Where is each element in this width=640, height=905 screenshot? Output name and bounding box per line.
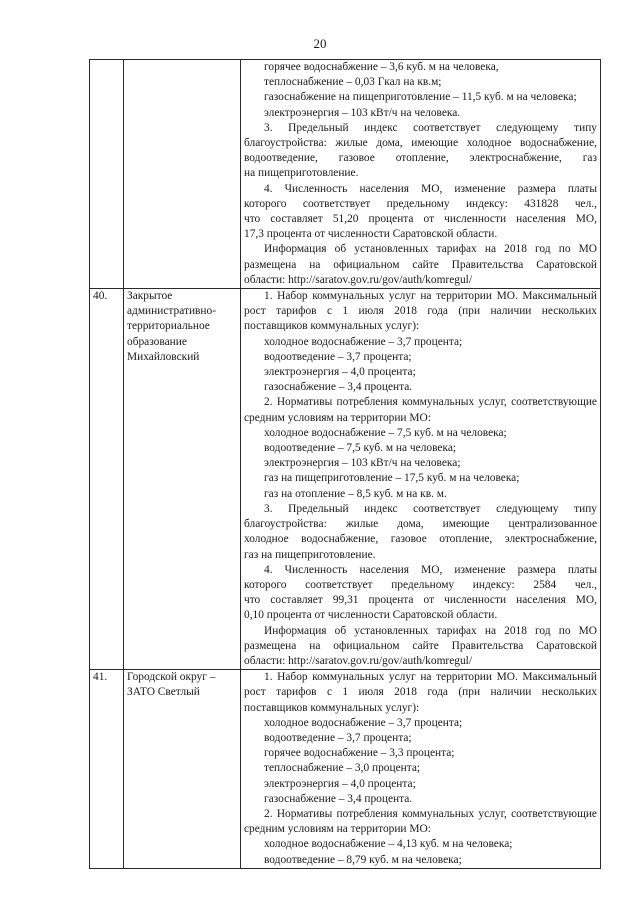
- description-line: газоснабжение на пищеприготовление – 11,5 куб. м на человека;: [264, 91, 577, 104]
- municipality-name-line: административно-: [127, 305, 217, 318]
- description-line: 1. Набор коммунальных услуг на территории МО. Максимальный: [264, 290, 597, 303]
- description-line: на пищеприготовление.: [244, 167, 359, 180]
- description-line: газ на пищеприготовление.: [244, 548, 376, 561]
- description-line: благоустройства: жилые дома, имеющие холодное водоснабжение,: [244, 137, 597, 150]
- municipality-name-line: территориальное: [127, 320, 210, 333]
- description-line: 4. Численность населения МО, изменение размера платы: [264, 563, 597, 576]
- description-line: 2. Нормативы потребления коммунальных услуг, соответствующие: [264, 396, 597, 409]
- description-line: 3. Предельный индекс соответствует следующему типу: [264, 121, 597, 134]
- description-line: 2. Нормативы потребления коммунальных услуг, соответствующие: [264, 807, 597, 820]
- description-line: которого соответствует предельному индексу: 431828 чел.,: [244, 197, 597, 210]
- description-line: 4. Численность населения МО, изменение размера платы: [264, 182, 597, 195]
- description-line: холодное водоснабжение, газовое отопление, электроснабжение,: [244, 533, 597, 546]
- municipality-name: [124, 289, 241, 670]
- description-line: водоотведение, газовое отопление, электроснабжение, газ: [244, 152, 597, 165]
- description-line: которого соответствует предельному индексу: 2584 чел.,: [244, 578, 597, 591]
- municipality-name-line: образование: [127, 335, 187, 348]
- description-line: размещена на официальном сайте Правительства Саратовской: [244, 258, 597, 271]
- table-row: [90, 60, 601, 289]
- description-line: области: http://saratov.gov.ru/gov/auth/komregul/: [244, 654, 472, 667]
- description-line: 3. Предельный индекс соответствует следующему типу: [264, 502, 597, 515]
- municipality-name-line: ЗАТО Светлый: [127, 686, 200, 699]
- row-number: 41.: [90, 670, 124, 869]
- description-line: 17,3 процента от численности Саратовской области.: [244, 228, 498, 241]
- description-line: что составляет 51,20 процента от численности населения МО,: [244, 213, 597, 226]
- municipality-name: [124, 60, 241, 289]
- description-line: горячее водоснабжение – 3,3 процента;: [264, 747, 455, 760]
- description-line: горячее водоснабжение – 3,6 куб. м на человека,: [264, 61, 499, 73]
- description-line: поставщиков коммунальных услуг):: [244, 320, 420, 333]
- description-line: теплоснабжение – 0,03 Гкал на кв.м;: [264, 76, 442, 89]
- tariff-table: [89, 59, 601, 869]
- description-line: электроэнергия – 103 кВт/ч на человека;: [264, 457, 461, 470]
- description-line: газоснабжение – 3,4 процента.: [264, 381, 413, 394]
- row-number: [90, 60, 124, 289]
- description-line: газ на пищеприготовление – 17,5 куб. м на человека;: [264, 472, 520, 485]
- table-row: [90, 289, 601, 670]
- description-line: холодное водоснабжение – 7,5 куб. м на человека;: [264, 426, 507, 439]
- description-line: холодное водоснабжение – 4,13 куб. м на человека;: [264, 838, 513, 851]
- table-body: [90, 60, 601, 869]
- municipality-name-line: Михайловский: [127, 350, 200, 363]
- description-line: водоотведение – 3,7 процента;: [264, 731, 412, 744]
- description-line: водоотведение – 8,79 куб. м на человека;: [264, 853, 462, 866]
- municipality-name: [124, 670, 241, 869]
- description-line: области: http://saratov.gov.ru/gov/auth/komregul/: [244, 273, 472, 286]
- description-line: электроэнергия – 4,0 процента;: [264, 366, 416, 379]
- description-line: благоустройства: жилые дома, имеющие централизованное: [244, 518, 597, 531]
- description-line: газоснабжение – 3,4 процента.: [264, 792, 413, 805]
- municipality-name-line: Городской округ –: [127, 671, 216, 684]
- description-line: 1. Набор коммунальных услуг на территории МО. Максимальный: [264, 671, 597, 684]
- description-line: газ на отопление – 8,5 куб. м на кв. м.: [264, 487, 447, 500]
- description-line: теплоснабжение – 3,0 процента;: [264, 762, 421, 775]
- description-line: рост тарифов с 1 июля 2018 года (при наличии нескольких: [244, 686, 597, 699]
- description-line: водоотведение – 3,7 процента;: [264, 350, 412, 363]
- municipality-name-line: Закрытое: [127, 290, 173, 303]
- description-line: средним условиям на территории МО:: [244, 823, 431, 836]
- tariff-description: [241, 289, 601, 670]
- description-line: электроэнергия – 103 кВт/ч на человека.: [264, 106, 461, 119]
- description-line: рост тарифов с 1 июля 2018 года (при наличии нескольких: [244, 305, 597, 318]
- description-line: электроэнергия – 4,0 процента;: [264, 777, 416, 790]
- row-number: 40.: [90, 289, 124, 670]
- description-line: средним условиям на территории МО:: [244, 411, 431, 424]
- description-line: Информация об установленных тарифах на 2018 год по МО: [264, 243, 597, 256]
- page-number: 20: [313, 36, 327, 51]
- description-line: холодное водоснабжение – 3,7 процента;: [264, 716, 463, 729]
- description-line: холодное водоснабжение – 3,7 процента;: [264, 335, 463, 348]
- table-row: [90, 670, 601, 869]
- tariff-description: [241, 60, 601, 289]
- description-line: что составляет 99,31 процента от численности населения МО,: [244, 594, 597, 607]
- description-line: 0,10 процента от численности Саратовской области.: [244, 609, 498, 622]
- description-line: поставщиков коммунальных услуг):: [244, 701, 420, 714]
- description-line: Информация об установленных тарифах на 2018 год по МО: [264, 624, 597, 637]
- tariff-description: [241, 670, 601, 869]
- description-line: размещена на официальном сайте Правительства Саратовской: [244, 639, 597, 652]
- description-line: водоотведение – 7,5 куб. м на человека;: [264, 442, 457, 455]
